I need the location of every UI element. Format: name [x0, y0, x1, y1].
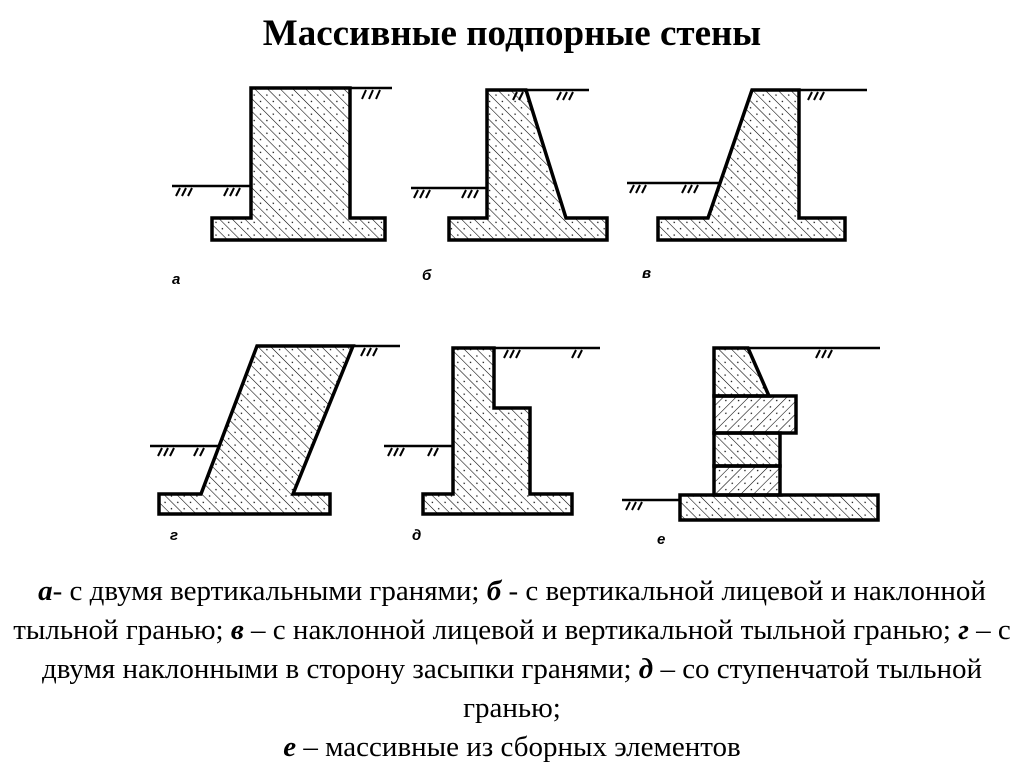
wall-d-ground-front [384, 446, 453, 456]
caption-text-v: – с наклонной лицевой и вертикальной тыльной гранью; [243, 614, 959, 646]
wall-v-ground-front [627, 183, 720, 193]
wall-a-body [212, 88, 385, 240]
figure-label-a: а [172, 271, 181, 288]
caption-text-g: – с двумя наклонными в сторону засыпки гранями; [41, 614, 1011, 685]
wall-e-block-top [714, 348, 769, 396]
wall-d [384, 348, 600, 544]
caption-key-b: б [486, 575, 502, 607]
wall-e-block-lower [714, 466, 780, 495]
wall-e-ground-back [748, 348, 880, 358]
wall-g-ground-front [150, 446, 220, 456]
wall-g-ground-back [353, 346, 400, 356]
caption-text-d: – со ступенчатой тыльной гранью; [463, 653, 983, 724]
wall-d-body [423, 348, 572, 514]
caption-key-d: д [638, 653, 654, 685]
wall-g [150, 346, 400, 544]
wall-v-ground-back [799, 90, 867, 100]
wall-a-ground-back [350, 88, 392, 99]
wall-e-block-middle [714, 433, 780, 466]
wall-a-ground-front [172, 186, 251, 196]
caption-key-v: в [230, 614, 244, 646]
figure-label-g: г [170, 527, 179, 544]
wall-e [622, 348, 880, 548]
caption-text-a: - с двумя вертикальными гранями; [52, 575, 487, 607]
page-title: Массивные подпорные стены [262, 13, 762, 54]
wall-g-body [159, 346, 353, 514]
wall-b-body [449, 90, 607, 240]
wall-b [411, 90, 607, 284]
wall-a [172, 88, 392, 288]
wall-b-ground-front [411, 188, 487, 198]
wall-v-body [658, 90, 845, 240]
caption-text-e: – массивные из сборных элементов [296, 731, 741, 763]
figure-caption [0, 572, 1024, 767]
figure-label-v: в [642, 265, 652, 282]
wall-e-block-upper [714, 396, 796, 433]
caption-text-b: - с вертикальной лицевой и наклонной тыльной гранью; [13, 575, 986, 646]
figure-label-d: д [412, 527, 422, 544]
caption-key-a: а [38, 575, 53, 607]
figure-label-b: б [422, 267, 432, 284]
caption-key-g: г [958, 614, 969, 646]
caption-key-e: е [283, 731, 297, 763]
figure-label-e: е [657, 531, 666, 548]
wall-e-base-slab [680, 495, 878, 520]
wall-v [627, 90, 867, 282]
wall-e-ground-front [622, 500, 680, 510]
wall-d-ground-back [494, 348, 600, 358]
